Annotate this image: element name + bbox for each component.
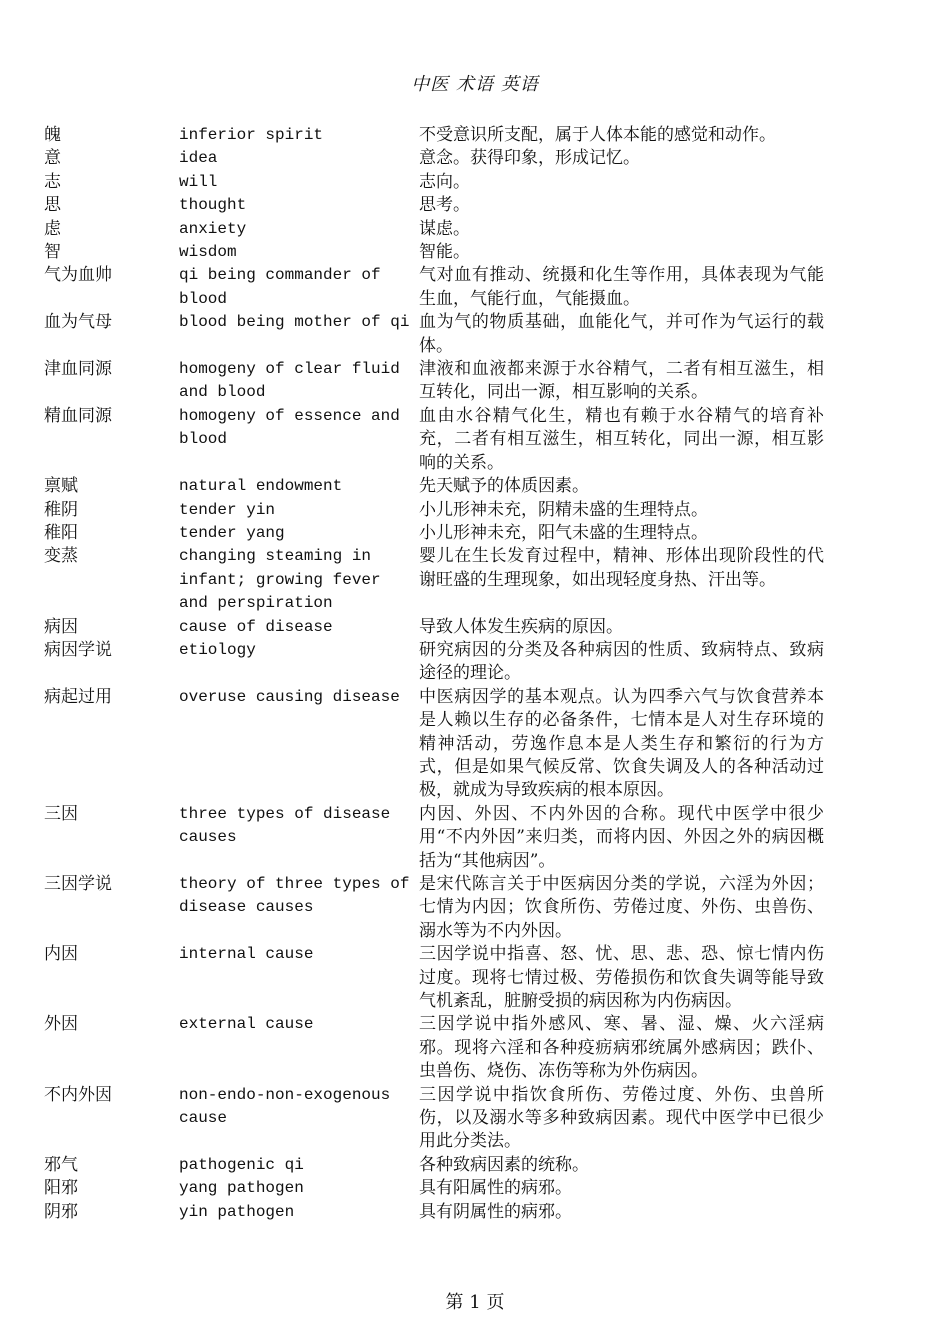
term-english: wisdom [179, 243, 237, 262]
term-definition: 意念。获得印象，形成记忆。 [419, 148, 640, 169]
term-definition: 先天赋予的体质因素。 [419, 476, 589, 497]
term-chinese: 津血同源 [44, 359, 112, 380]
term-definition: 婴儿在生长发育过程中，精神、形体出现阶段性的代谢旺盛的生理现象，如出现轻度身热、汗出等。 [419, 546, 824, 590]
term-row [44, 218, 834, 241]
term-english: changing steaming in infant; growing fever and perspiration [179, 547, 391, 613]
term-row [44, 264, 834, 311]
term-row [44, 1084, 834, 1154]
term-chinese: 阳邪 [44, 1178, 78, 1199]
term-chinese: 病起过用 [44, 686, 112, 707]
term-english: tender yin [179, 500, 276, 519]
term-definition: 导致人体发生疾病的原因。 [419, 616, 623, 637]
term-english: external cause [179, 1015, 314, 1034]
term-chinese: 意 [44, 148, 61, 169]
term-english: three types of disease causes [179, 804, 400, 847]
term-english: cause of disease [179, 617, 333, 636]
term-row [44, 171, 834, 194]
term-english: internal cause [179, 945, 314, 964]
term-english: pathogenic qi [179, 1155, 304, 1174]
page-header: 中医 术语 英语 [411, 74, 539, 95]
term-chinese: 血为气母 [44, 312, 112, 333]
term-row [44, 522, 834, 545]
term-row [44, 499, 834, 522]
term-row [44, 545, 834, 615]
term-row [44, 194, 834, 217]
term-row [44, 1177, 834, 1200]
term-definition: 三因学说中指喜、怒、忧、思、悲、恐、惊七情内伤过度。现将七情过极、劳倦损伤和饮食失调等能导致气机紊乱，脏腑受损的病因称为内伤病因。 [419, 944, 824, 1012]
term-definition: 各种致病因素的统称。 [419, 1154, 589, 1175]
term-english: overuse causing disease [179, 687, 400, 706]
term-english: tender yang [179, 523, 285, 542]
term-english: natural endowment [179, 477, 343, 496]
term-row [44, 147, 834, 170]
term-definition: 谋虑。 [419, 218, 470, 239]
term-definition: 智能。 [419, 242, 470, 263]
term-english: homogeny of essence and blood [179, 406, 410, 449]
term-definition: 志向。 [419, 171, 470, 192]
term-definition: 小儿形神未充，阴精未盛的生理特点。 [419, 499, 708, 520]
term-english: theory of three types of disease causes [179, 875, 420, 917]
term-definition: 内因、外因、不内外因的合称。现代中医学中很少用“不内外因”来归类，而将内因、外因之外的病因概括为“其他病因”。 [419, 803, 824, 871]
term-chinese: 精血同源 [44, 405, 112, 426]
term-english: yin pathogen [179, 1202, 295, 1221]
term-chinese: 稚阴 [44, 499, 78, 520]
term-chinese: 志 [44, 171, 61, 192]
term-definition: 津液和血液都来源于水谷精气，二者有相互滋生，相互转化，同出一源，相互影响的关系。 [419, 359, 824, 403]
term-definition: 中医病因学的基本观点。认为四季六气与饮食营养本是人赖以生存的必备条件，七情本是人对生存环境的精神活动，劳逸作息本是人类生存和繁衍的行为方式，但是如果气候反常、饮食失调及人的各种活动过极，就成为导致疾病的根本原因。 [419, 686, 824, 801]
term-row [44, 943, 834, 1013]
term-row [44, 241, 834, 264]
term-chinese: 三因学说 [44, 874, 112, 894]
term-row [44, 475, 834, 498]
term-english: yang pathogen [179, 1179, 304, 1198]
term-english: inferior spirit [179, 126, 324, 144]
term-chinese: 稚阳 [44, 522, 78, 543]
term-row [44, 311, 834, 358]
term-english: etiology [179, 640, 256, 659]
term-chinese: 气为血帅 [44, 265, 112, 286]
term-english: non-endo-non-exogenous cause [179, 1085, 400, 1128]
term-definition: 具有阳属性的病邪。 [419, 1178, 572, 1199]
term-chinese: 不内外因 [44, 1084, 112, 1105]
term-definition: 气对血有推动、统摄和化生等作用，具体表现为气能生血，气能行血，气能摄血。 [419, 265, 824, 309]
term-english: idea [179, 149, 218, 168]
term-chinese: 病因 [44, 616, 78, 637]
term-definition: 血由水谷精气化生，精也有赖于水谷精气的培育补充，二者有相互滋生，相互转化，同出一源，相互影响的关系。 [419, 405, 824, 473]
term-definition: 具有阴属性的病邪。 [419, 1201, 572, 1222]
term-chinese: 智 [44, 242, 61, 263]
term-row [44, 405, 834, 475]
term-chinese: 禀赋 [44, 476, 78, 497]
term-row [44, 124, 834, 147]
term-english: thought [179, 196, 247, 215]
term-chinese: 外因 [44, 1014, 78, 1035]
term-row [44, 873, 834, 943]
term-chinese: 虑 [44, 218, 61, 239]
term-definition: 研究病因的分类及各种病因的性质、致病特点、致病途径的理论。 [419, 639, 824, 684]
term-definition: 不受意识所支配，属于人体本能的感觉和动作。 [419, 125, 776, 145]
term-chinese: 病因学说 [44, 639, 112, 660]
term-chinese: 阴邪 [44, 1201, 78, 1222]
term-row [44, 616, 834, 639]
term-chinese: 三因 [44, 803, 78, 824]
term-chinese: 魄 [44, 125, 61, 145]
term-definition: 思考。 [419, 195, 470, 216]
term-english: blood being mother of qi [179, 313, 410, 332]
term-chinese: 内因 [44, 944, 78, 965]
terminology-table [44, 124, 834, 1224]
term-english: anxiety [179, 219, 247, 238]
term-chinese: 邪气 [44, 1154, 78, 1175]
term-english: will [179, 172, 218, 191]
term-chinese: 思 [44, 195, 61, 216]
term-row [44, 803, 834, 873]
term-english: qi being commander of blood [179, 266, 391, 308]
term-definition: 血为气的物质基础，血能化气，并可作为气运行的载体。 [419, 312, 824, 356]
term-definition: 是宋代陈言关于中医病因分类的学说，六淫为外因；七情为内因；饮食所伤、劳倦过度、外伤、虫兽伤、溺水等为不内外因。 [419, 874, 824, 941]
term-row [44, 1013, 834, 1083]
term-row [44, 639, 834, 686]
term-row [44, 1201, 834, 1224]
term-row [44, 358, 834, 405]
term-definition: 三因学说中指饮食所伤、劳倦过度、外伤、虫兽所伤，以及溺水等多种致病因素。现代中医学中已很少用此分类法。 [419, 1084, 824, 1152]
term-english: homogeny of clear fluid and blood [179, 360, 410, 402]
term-chinese: 变蒸 [44, 546, 78, 567]
term-row [44, 1154, 834, 1177]
term-definition: 三因学说中指外感风、寒、暑、湿、燥、火六淫病邪。现将六淫和各种疫疬病邪统属外感病因；跌仆、虫兽伤、烧伤、冻伤等称为外伤病因。 [419, 1014, 824, 1082]
term-row [44, 686, 834, 803]
page-number: 第 1 页 [445, 1292, 505, 1313]
term-definition: 小儿形神未充，阳气未盛的生理特点。 [419, 522, 708, 543]
